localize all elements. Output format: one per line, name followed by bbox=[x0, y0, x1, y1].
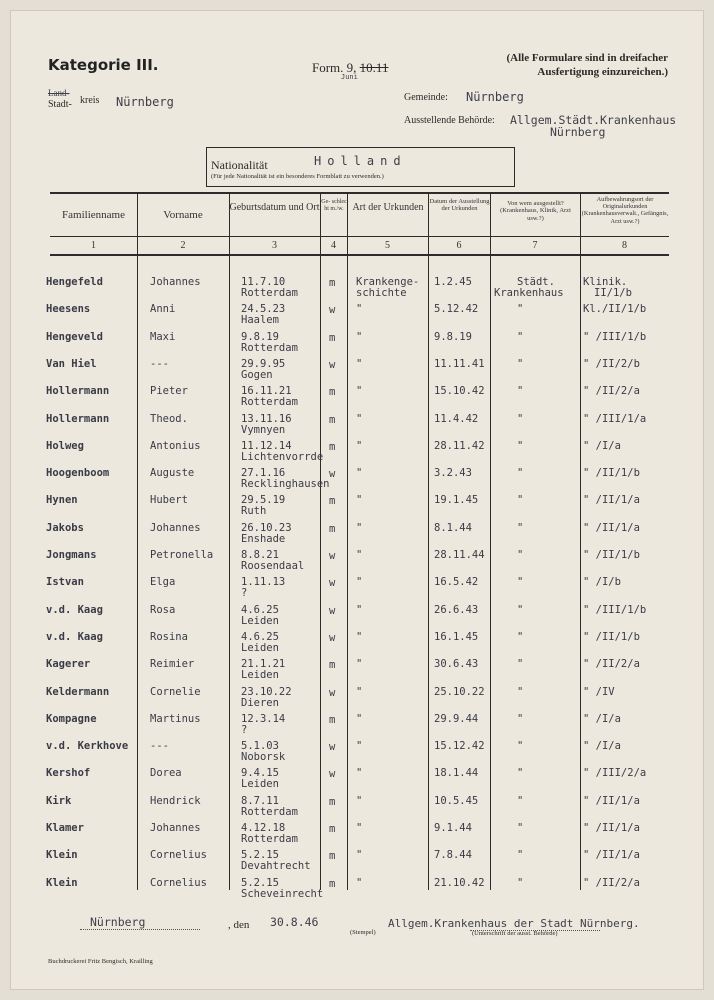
cell-birth: 4.6.25 bbox=[241, 630, 279, 643]
column-header-datum: Datum der Ausstellung der Urkunden bbox=[429, 198, 490, 213]
cell-place: Roosendaal bbox=[241, 560, 305, 572]
cell-storage: " /II/1/a bbox=[583, 849, 640, 862]
cell-birth: 9.4.15 bbox=[241, 767, 279, 780]
cell-kind: " bbox=[356, 521, 363, 534]
column-number: 5 bbox=[385, 240, 390, 251]
cell-issuer: " bbox=[517, 822, 524, 834]
cell-sex: w bbox=[329, 468, 336, 481]
cell-name: Hengefeld bbox=[46, 276, 103, 288]
column-divider bbox=[320, 193, 321, 890]
column-number: 8 bbox=[622, 240, 627, 251]
cell-place: ? bbox=[241, 723, 248, 736]
footer-date: 30.8.46 bbox=[270, 915, 319, 929]
cell-issuer: " bbox=[517, 330, 524, 343]
cell-name: Heesens bbox=[46, 303, 91, 316]
column-header-geschlecht: Ge- schlecht m./w. bbox=[321, 199, 347, 212]
cell-sex: w bbox=[329, 604, 336, 617]
cell-issuer: " bbox=[517, 685, 524, 698]
footer-stamp-label: (Stempel) bbox=[350, 929, 376, 936]
cell-place: Rotterdam bbox=[241, 396, 298, 409]
cell-first: Reimier bbox=[150, 658, 195, 671]
cell-issuer2: Krankenhaus bbox=[494, 287, 564, 299]
cell-place: Recklinghausen bbox=[241, 478, 330, 491]
cell-sex: m bbox=[329, 413, 336, 426]
column-divider bbox=[137, 193, 138, 890]
cell-sex: w bbox=[329, 550, 336, 562]
cell-name: Van Hiel bbox=[46, 357, 97, 370]
cell-place: Leiden bbox=[241, 614, 279, 627]
cell-kind: " bbox=[356, 603, 363, 616]
cell-issuer: " bbox=[517, 658, 524, 671]
cell-issuer: " bbox=[517, 767, 524, 780]
cell-kind: " bbox=[356, 849, 363, 862]
cell-date: 25.10.22 bbox=[434, 685, 485, 698]
cell-place: Haalem bbox=[241, 314, 279, 327]
cell-place: Noborsk bbox=[241, 751, 286, 764]
cell-storage: " /II/2/b bbox=[583, 357, 640, 370]
column-header-familienname: Familienname bbox=[62, 209, 125, 221]
cell-issuer: " bbox=[517, 521, 524, 534]
cell-birth: 21.1.21 bbox=[241, 658, 286, 671]
cell-first: Petronella bbox=[150, 549, 214, 561]
cell-kind: " bbox=[356, 303, 363, 316]
cell-place: Leiden bbox=[241, 669, 279, 682]
cell-kind: " bbox=[356, 439, 363, 452]
cell-storage: " /I/b bbox=[583, 576, 621, 589]
cell-sex: m bbox=[329, 713, 336, 726]
column-number: 1 bbox=[91, 240, 96, 251]
cell-issuer: " bbox=[517, 385, 524, 398]
cell-kind: " bbox=[356, 740, 363, 753]
cell-storage: Klinik. bbox=[583, 276, 628, 288]
table-top-rule bbox=[50, 192, 669, 194]
cell-sex: m bbox=[329, 823, 336, 835]
cell-first: Johannes bbox=[150, 822, 201, 834]
column-header-von-wem: Von wem ausgestellt? (Krankenhaus, Klinik, Arzt usw.?) bbox=[500, 200, 571, 222]
behoerde-label: Ausstellende Behörde: bbox=[404, 115, 495, 126]
cell-issuer: " bbox=[517, 794, 524, 807]
cell-issuer: " bbox=[517, 439, 524, 452]
column-number: 7 bbox=[532, 240, 538, 251]
cell-date: 28.11.42 bbox=[434, 439, 485, 452]
cell-name: Hynen bbox=[46, 494, 78, 507]
cell-name: Jongmans bbox=[46, 549, 97, 561]
cell-date: 5.12.42 bbox=[434, 303, 479, 316]
cell-date: 30.6.43 bbox=[434, 658, 479, 671]
cell-first: Pieter bbox=[150, 385, 188, 398]
cell-birth: 11.7.10 bbox=[241, 276, 286, 288]
cell-first: Johannes bbox=[150, 521, 201, 534]
column-header-geburtsdatum: Geburtsdatum und Ort bbox=[229, 202, 320, 213]
footer-signature-label: (Unterschrift der ausst. Behörde) bbox=[472, 930, 558, 937]
cell-kind: " bbox=[356, 822, 363, 834]
cell-birth: 29.9.95 bbox=[241, 357, 286, 370]
cell-birth: 12.3.14 bbox=[241, 712, 286, 725]
cell-name: Kershof bbox=[46, 767, 91, 780]
cell-date: 8.1.44 bbox=[434, 521, 472, 534]
cell-storage: " /II/1/a bbox=[583, 494, 640, 507]
cell-birth: 26.10.23 bbox=[241, 521, 292, 534]
cell-storage: " /IV bbox=[583, 685, 615, 698]
cell-storage: " /III/2/a bbox=[583, 767, 647, 780]
form-prefix: Form. 9, bbox=[312, 60, 357, 75]
column-divider bbox=[428, 193, 429, 890]
column-number: 3 bbox=[272, 240, 277, 251]
cell-name: v.d. Kaag bbox=[46, 603, 103, 616]
cell-first: Hendrick bbox=[150, 794, 201, 807]
cell-birth: 8.7.11 bbox=[241, 794, 279, 807]
cell-name: Klamer bbox=[46, 822, 84, 834]
cell-date: 29.9.44 bbox=[434, 712, 479, 725]
cell-kind: " bbox=[356, 794, 363, 807]
cell-date: 16.1.45 bbox=[434, 630, 479, 643]
printer-imprint: Buchdruckerei Fritz Bengisch, Krailling bbox=[48, 958, 153, 965]
cell-name: Hengeveld bbox=[46, 330, 103, 343]
cell-sex: m bbox=[329, 495, 336, 508]
cell-date: 21.10.42 bbox=[434, 876, 485, 889]
cell-place: ? bbox=[241, 587, 248, 600]
cell-first: --- bbox=[150, 357, 169, 370]
cell-sex: m bbox=[329, 795, 336, 808]
cell-date: 11.11.41 bbox=[434, 357, 485, 370]
cell-kind: " bbox=[356, 876, 363, 889]
cell-date: 7.8.44 bbox=[434, 849, 472, 862]
cell-kind: " bbox=[356, 549, 363, 561]
cell-issuer: " bbox=[517, 876, 524, 889]
cell-storage2: II/1/b bbox=[594, 287, 632, 299]
cell-issuer: " bbox=[517, 494, 524, 507]
cell-first: Cornelie bbox=[150, 685, 201, 698]
cell-kind: " bbox=[356, 658, 363, 671]
cell-birth: 5.2.15 bbox=[241, 849, 279, 862]
cell-first: Cornelius bbox=[150, 876, 207, 889]
cell-kind: " bbox=[356, 576, 363, 589]
cell-first: Dorea bbox=[150, 767, 182, 780]
cell-name: Klein bbox=[46, 876, 78, 889]
cell-kind: " bbox=[356, 767, 363, 780]
instructions-line1: (Alle Formulare sind in dreifacher bbox=[506, 52, 668, 64]
behoerde-value-line1: Allgem.Städt.Krankenhaus bbox=[510, 113, 677, 127]
cell-place: Ruth bbox=[241, 505, 267, 518]
cell-sex: m bbox=[329, 331, 336, 344]
cell-storage: " /III/1/b bbox=[583, 330, 647, 343]
cell-sex: m bbox=[329, 850, 336, 863]
cell-name: Hollermann bbox=[46, 385, 110, 398]
cell-place: Dieren bbox=[241, 696, 279, 709]
cell-issuer: " bbox=[517, 303, 524, 316]
column-number: 4 bbox=[331, 240, 336, 251]
cell-storage: " /II/1/a bbox=[583, 521, 640, 534]
cell-first: Rosina bbox=[150, 630, 188, 643]
cell-date: 19.1.45 bbox=[434, 494, 479, 507]
cell-name: Holweg bbox=[46, 439, 84, 452]
cell-date: 28.11.44 bbox=[434, 549, 485, 561]
column-number: 6 bbox=[456, 240, 462, 251]
cell-name: Keldermann bbox=[46, 685, 110, 698]
cell-sex: w bbox=[329, 631, 336, 644]
cell-place: Leiden bbox=[241, 641, 279, 654]
form-small-note: Juni bbox=[341, 73, 358, 81]
cell-kind: " bbox=[356, 494, 363, 507]
behoerde-value-line2: Nürnberg bbox=[550, 125, 606, 139]
cell-birth: 16.11.21 bbox=[241, 385, 292, 398]
column-header-art: Art der Urkunden bbox=[352, 202, 424, 213]
cell-place: Lichtenvorrde bbox=[241, 450, 324, 463]
cell-first: Theod. bbox=[150, 412, 188, 425]
cell-first: Maxi bbox=[150, 330, 176, 343]
cell-issuer: Städt. bbox=[517, 276, 555, 288]
cell-birth: 24.5.23 bbox=[241, 303, 286, 316]
column-header-vorname: Vorname bbox=[163, 209, 203, 221]
cell-name: Kirk bbox=[46, 794, 72, 807]
cell-date: 1.2.45 bbox=[434, 276, 472, 288]
cell-first: Hubert bbox=[150, 494, 188, 507]
cell-issuer: " bbox=[517, 712, 524, 725]
cell-place: Rotterdam bbox=[241, 287, 298, 299]
cell-sex: w bbox=[329, 577, 336, 590]
cell-place: Devahtrecht bbox=[241, 860, 311, 873]
cell-sex: m bbox=[329, 277, 336, 289]
cell-issuer: " bbox=[517, 576, 524, 589]
cell-date: 16.5.42 bbox=[434, 576, 479, 589]
cell-issuer: " bbox=[517, 630, 524, 643]
cell-issuer: " bbox=[517, 357, 524, 370]
cell-place: Rotterdam bbox=[241, 805, 298, 818]
cell-kind: " bbox=[356, 330, 363, 343]
column-number: 2 bbox=[180, 240, 186, 251]
cell-birth: 4.6.25 bbox=[241, 603, 279, 616]
cell-first: Anni bbox=[150, 303, 176, 316]
cell-sex: m bbox=[329, 386, 336, 399]
cell-name: Jakobs bbox=[46, 521, 84, 534]
nationality-label: Nationalität bbox=[211, 158, 268, 172]
cell-birth: 13.11.16 bbox=[241, 412, 292, 425]
stadt-label: Stadt- bbox=[48, 99, 72, 110]
cell-first: Auguste bbox=[150, 467, 195, 480]
cell-storage: " /II/1/b bbox=[583, 467, 640, 480]
cell-kind: " bbox=[356, 712, 363, 725]
cell-storage: " /II/1/b bbox=[583, 630, 640, 643]
cell-birth: 5.1.03 bbox=[241, 740, 279, 753]
cell-sex: m bbox=[329, 522, 336, 535]
cell-sex: m bbox=[329, 659, 336, 672]
cell-kind: " bbox=[356, 630, 363, 643]
cell-name: Hoogenboom bbox=[46, 467, 110, 480]
cell-birth: 23.10.22 bbox=[241, 685, 292, 698]
kreis-value: Nürnberg bbox=[116, 95, 174, 109]
cell-kind: Krankenge- bbox=[356, 276, 420, 288]
cell-issuer: " bbox=[517, 412, 524, 425]
kreis-label: kreis bbox=[80, 95, 100, 106]
cell-birth: 5.2.15 bbox=[241, 876, 279, 889]
cell-kind: " bbox=[356, 357, 363, 370]
cell-birth: 1.11.13 bbox=[241, 576, 286, 589]
instructions-line2: Ausfertigung einzureichen.) bbox=[537, 66, 668, 78]
gemeinde-value: Nürnberg bbox=[466, 90, 524, 104]
cell-birth: 11.12.14 bbox=[241, 439, 292, 452]
column-divider bbox=[229, 193, 230, 890]
cell-sex: w bbox=[329, 768, 336, 781]
cell-storage: " /I/a bbox=[583, 439, 621, 452]
nationality-value: Holland bbox=[314, 154, 407, 168]
cell-issuer: " bbox=[517, 549, 524, 561]
cell-place: Scheveinrecht bbox=[241, 887, 324, 900]
header-divider bbox=[50, 236, 669, 237]
cell-storage: " /II/2/a bbox=[583, 876, 640, 889]
cell-name: Kompagne bbox=[46, 712, 97, 725]
cell-sex: w bbox=[329, 358, 336, 371]
cell-place: Gogen bbox=[241, 368, 273, 381]
cell-date: 15.10.42 bbox=[434, 385, 485, 398]
cell-date: 18.1.44 bbox=[434, 767, 479, 780]
footer-place-line bbox=[80, 929, 200, 930]
cell-birth: 29.5.19 bbox=[241, 494, 286, 507]
cell-first: Antonius bbox=[150, 439, 201, 452]
cell-place: Leiden bbox=[241, 778, 279, 791]
cell-name: Hollermann bbox=[46, 412, 110, 425]
cell-first: Elga bbox=[150, 576, 176, 589]
cell-name: v.d. Kerkhove bbox=[46, 740, 129, 753]
cell-date: 10.5.45 bbox=[434, 794, 479, 807]
cell-name: v.d. Kaag bbox=[46, 630, 103, 643]
cell-storage: Kl./II/1/b bbox=[583, 303, 647, 316]
cell-kind2: schichte bbox=[356, 287, 407, 299]
cell-storage: " /II/1/b bbox=[583, 549, 640, 561]
cell-storage: " /II/1/a bbox=[583, 822, 640, 834]
cell-name: Klein bbox=[46, 849, 78, 862]
cell-date: 9.8.19 bbox=[434, 330, 472, 343]
cell-kind: " bbox=[356, 412, 363, 425]
cell-storage: " /II/2/a bbox=[583, 385, 640, 398]
cell-sex: m bbox=[329, 440, 336, 453]
cell-issuer: " bbox=[517, 467, 524, 480]
cell-first: Rosa bbox=[150, 603, 176, 616]
gemeinde-label: Gemeinde: bbox=[404, 92, 448, 103]
cell-storage: " /II/1/a bbox=[583, 794, 640, 807]
land-struck: Land- bbox=[48, 88, 70, 98]
cell-sex: w bbox=[329, 304, 336, 317]
cell-storage: " /I/a bbox=[583, 740, 621, 753]
cell-sex: m bbox=[329, 877, 336, 890]
cell-storage: " /II/2/a bbox=[583, 658, 640, 671]
footer-signature: Allgem.Krankenhaus der Stadt Nürnberg. bbox=[388, 917, 640, 930]
cell-name: Istvan bbox=[46, 576, 84, 589]
cell-issuer: " bbox=[517, 603, 524, 616]
column-divider bbox=[347, 193, 348, 890]
numbers-divider bbox=[50, 254, 669, 256]
cell-birth: 4.12.18 bbox=[241, 822, 286, 834]
cell-place: Enshade bbox=[241, 532, 286, 545]
cell-issuer: " bbox=[517, 849, 524, 862]
footer-place: Nürnberg bbox=[90, 915, 146, 929]
cell-place: Vymnyen bbox=[241, 423, 286, 436]
cell-date: 15.12.42 bbox=[434, 740, 485, 753]
cell-sex: w bbox=[329, 741, 336, 754]
category-title: Kategorie III. bbox=[48, 56, 159, 74]
cell-storage: " /I/a bbox=[583, 712, 621, 725]
form-date: 10.11 bbox=[359, 60, 389, 75]
cell-date: 11.4.42 bbox=[434, 412, 479, 425]
nationality-note: (Für jede Nationalität ist ein besonderes Formblatt zu verwenden.) bbox=[211, 173, 384, 180]
cell-sex: w bbox=[329, 686, 336, 699]
cell-date: 26.6.43 bbox=[434, 603, 479, 616]
cell-kind: " bbox=[356, 685, 363, 698]
cell-name: Kagerer bbox=[46, 658, 91, 671]
cell-birth: 9.8.19 bbox=[241, 330, 279, 343]
cell-first: Martinus bbox=[150, 712, 201, 725]
cell-issuer: " bbox=[517, 740, 524, 753]
cell-first: Johannes bbox=[150, 276, 201, 288]
cell-place: Rotterdam bbox=[241, 833, 298, 845]
cell-date: 9.1.44 bbox=[434, 822, 472, 834]
cell-kind: " bbox=[356, 467, 363, 480]
cell-place: Rotterdam bbox=[241, 341, 298, 354]
cell-first: Cornelius bbox=[150, 849, 207, 862]
column-divider bbox=[580, 193, 581, 890]
cell-birth: 8.8.21 bbox=[241, 549, 279, 561]
cell-storage: " /III/1/a bbox=[583, 412, 647, 425]
cell-kind: " bbox=[356, 385, 363, 398]
cell-date: 3.2.43 bbox=[434, 467, 472, 480]
column-header-aufbewahrungsort: Aufbewahrungsort der Originalurkunden (Krankenhausverwalt., Gefängnis, Arzt usw.?) bbox=[581, 196, 669, 225]
footer-den-label: , den bbox=[228, 919, 250, 931]
cell-storage: " /III/1/b bbox=[583, 603, 647, 616]
column-divider bbox=[490, 193, 491, 890]
cell-first: --- bbox=[150, 740, 169, 753]
cell-birth: 27.1.16 bbox=[241, 467, 286, 480]
